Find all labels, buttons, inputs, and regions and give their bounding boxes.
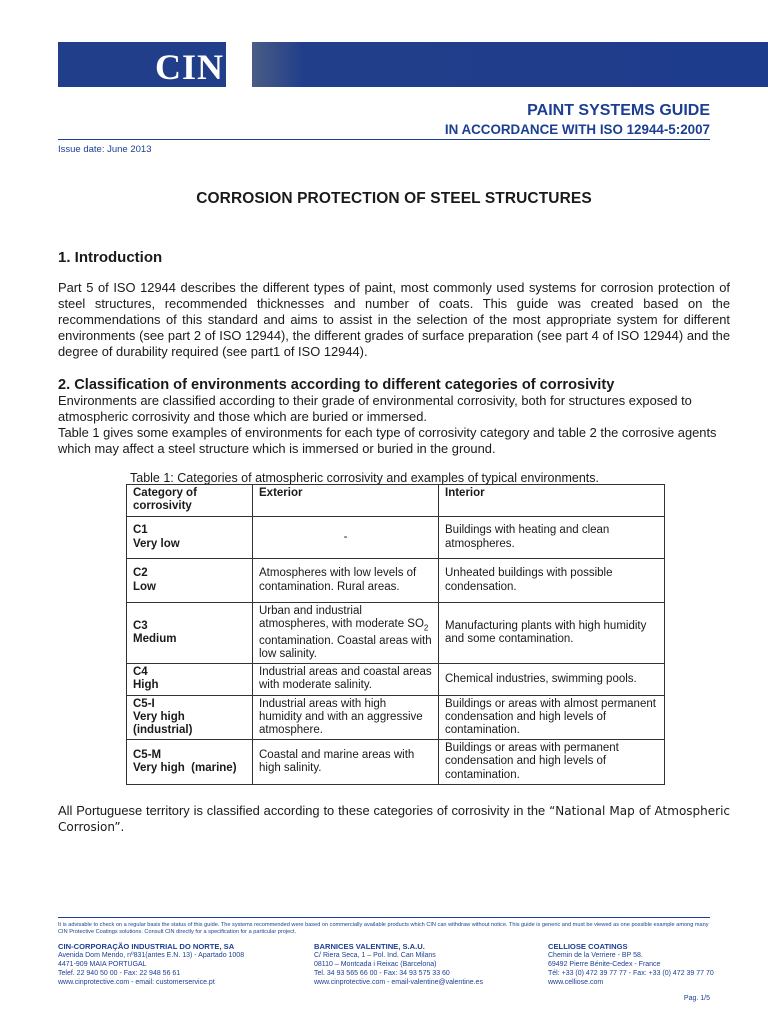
category-code: C3 bbox=[133, 619, 148, 632]
company-address-line: 4471-909 MAIA PORTUGAL bbox=[58, 961, 147, 968]
company-phone-line: Tél: +33 (0) 472 39 77 77 - Fax: +33 (0) 472 39 77 70 bbox=[548, 970, 714, 977]
category-level: Low bbox=[133, 580, 156, 593]
section-heading-introduction: 1. Introduction bbox=[58, 249, 163, 266]
closing-text: All Portuguese territory is classified according to these categories of corrosivity in the bbox=[58, 803, 550, 818]
category-cell bbox=[127, 664, 253, 695]
company-name: BARNICES VALENTINE, S.A.U. bbox=[314, 942, 425, 951]
header-banner-left bbox=[58, 42, 226, 87]
table-header-row bbox=[127, 485, 665, 517]
table-row bbox=[127, 695, 665, 740]
company-phone-line: Telef. 22 940 50 00 - Fax: 22 948 56 61 bbox=[58, 970, 181, 977]
category-code: C1 bbox=[133, 524, 148, 537]
company-valentine bbox=[314, 942, 483, 987]
so2-subscript: 2 bbox=[423, 623, 429, 633]
table-row bbox=[127, 740, 665, 785]
exterior-cell: Coastal and marine areas with high salinity. bbox=[253, 740, 439, 785]
interior-cell: Unheated buildings with possible condensation. bbox=[439, 559, 665, 603]
company-cin bbox=[58, 942, 244, 987]
category-cell bbox=[127, 603, 253, 664]
company-address-line: C/ Riera Seca, 1 – Pol. Ind. Can Milans bbox=[314, 952, 436, 959]
company-address-line: 69492 Pierre Bénite-Cedex - France bbox=[548, 961, 661, 968]
closing-paragraph bbox=[58, 803, 730, 835]
category-level: High bbox=[133, 679, 159, 692]
category-code: C4 bbox=[133, 666, 148, 679]
exterior-cell: Industrial areas with high humidity and with an aggressive atmosphere. bbox=[253, 695, 439, 740]
section-heading-classification: 2. Classification of environments according to different categories of corrosivity bbox=[58, 377, 615, 393]
category-code: C5-I bbox=[133, 697, 155, 710]
company-address-line: Chemin de la Verriere - BP 58. bbox=[548, 952, 643, 959]
category-level: Very high (marine) bbox=[133, 761, 237, 774]
category-cell bbox=[127, 695, 253, 740]
exterior-text-a: Urban and industrial atmospheres, with moderate SO bbox=[259, 605, 424, 631]
guide-title-line2: IN ACCORDANCE WITH ISO 12944-5:2007 bbox=[444, 122, 710, 137]
footer-divider bbox=[58, 917, 710, 918]
category-code: C2 bbox=[133, 567, 148, 580]
table-row bbox=[127, 559, 665, 603]
header-interior: Interior bbox=[439, 485, 665, 517]
header-exterior: Exterior bbox=[253, 485, 439, 517]
header-category: Category of corrosivity bbox=[127, 485, 253, 517]
exterior-cell: Industrial areas and coastal areas with moderate salinity. bbox=[253, 664, 439, 695]
page-number: Pag. 1/5 bbox=[683, 995, 710, 1002]
introduction-paragraph: Part 5 of ISO 12944 describes the different types of paint, most commonly used systems for corrosion protection of steel structures, recommended thicknesses and number of coats. This guide was created based on the recommendations of this standard and aims to assist in the selection of the most appropriate system for different environments (see part 2 of ISO 12944), the different grades of surface preparation (see part 4 of ISO 12944) and the degree of durability required (see part1 of ISO 12944). bbox=[58, 280, 730, 359]
interior-cell: Manufacturing plants with high humidity and some contamination. bbox=[439, 603, 665, 664]
guide-title-line1: PAINT SYSTEMS GUIDE bbox=[527, 102, 710, 119]
table-caption: Table 1: Categories of atmospheric corrosivity and examples of typical environments. bbox=[130, 471, 599, 485]
category-level: Very low bbox=[133, 537, 180, 550]
classification-paragraph-2: Table 1 gives some examples of environments for each type of corrosivity category and table 2 the corrosive agents which may affect a steel structure which is immersed or buried in the ground. bbox=[58, 425, 717, 456]
company-name: CELLIOSE COATINGS bbox=[548, 942, 628, 951]
company-name: CIN-CORPORAÇÃO INDUSTRIAL DO NORTE, SA bbox=[58, 942, 235, 951]
table-row bbox=[127, 664, 665, 695]
category-code: C5-M bbox=[133, 748, 162, 761]
category-cell bbox=[127, 517, 253, 559]
category-cell bbox=[127, 559, 253, 603]
category-level: Medium bbox=[133, 633, 177, 646]
exterior-text-b: contamination. Coastal areas with low salinity. bbox=[259, 634, 432, 660]
national-map-reference: “National Map of Atmospheric Corrosion”. bbox=[58, 804, 731, 834]
footer-disclaimer: It is advisable to check on a regular basis the status of this guide. The systems recommended were based on commercially available products which CIN can withdraw without notice. This guide is generic and must be viewed as one possible example among many CIN Protective Coatings solutions. Consult CIN directly for a specification for a particular project. bbox=[58, 922, 709, 935]
exterior-cell: Atmospheres with low levels of contamination. Rural areas. bbox=[253, 559, 439, 603]
interior-cell: Chemical industries, swimming pools. bbox=[439, 664, 665, 695]
document-title: CORROSION PROTECTION OF STEEL STRUCTURES bbox=[196, 190, 592, 207]
company-address-line: 08110 – Montcada i Reixac (Barcelona) bbox=[314, 961, 437, 968]
company-phone-line: Tel. 34 93 565 66 00 - Fax: 34 93 575 33 60 bbox=[314, 970, 450, 977]
category-level: Very high bbox=[133, 710, 185, 723]
company-address-line: Avenida Dom Mendo, nº831(antes E.N. 13) - Apartado 1008 bbox=[58, 952, 245, 959]
title-divider bbox=[58, 139, 710, 140]
interior-cell: Buildings with heating and clean atmospheres. bbox=[439, 517, 665, 559]
classification-paragraph-1: Environments are classified according to their grade of environmental corrosivity, both for structures exposed to atmospheric corrosivity and those which are buried or immersed. bbox=[58, 393, 692, 424]
table-row bbox=[127, 603, 665, 664]
corrosivity-table bbox=[126, 484, 665, 785]
guide-title bbox=[445, 101, 710, 138]
company-web-line: www.cinprotective.com - email-valentine@valentine.es bbox=[314, 979, 483, 986]
exterior-cell: - bbox=[253, 517, 439, 559]
company-web-line: www.cinprotective.com - email: customerservice.pt bbox=[58, 979, 215, 986]
header-banner-right bbox=[252, 42, 768, 87]
interior-cell: Buildings or areas with permanent condensation and high levels of contamination. bbox=[439, 740, 665, 785]
issue-date: Issue date: June 2013 bbox=[58, 144, 152, 155]
category-cell bbox=[127, 740, 253, 785]
table-row bbox=[127, 517, 665, 559]
category-level-detail: (industrial) bbox=[133, 723, 193, 736]
interior-cell: Buildings or areas with almost permanent condensation and high levels of contamination. bbox=[439, 695, 665, 740]
company-celliose bbox=[548, 942, 714, 987]
exterior-cell bbox=[253, 603, 439, 664]
cin-logo: CIN bbox=[154, 47, 224, 87]
company-web-line: www.celliose.com bbox=[548, 979, 604, 986]
